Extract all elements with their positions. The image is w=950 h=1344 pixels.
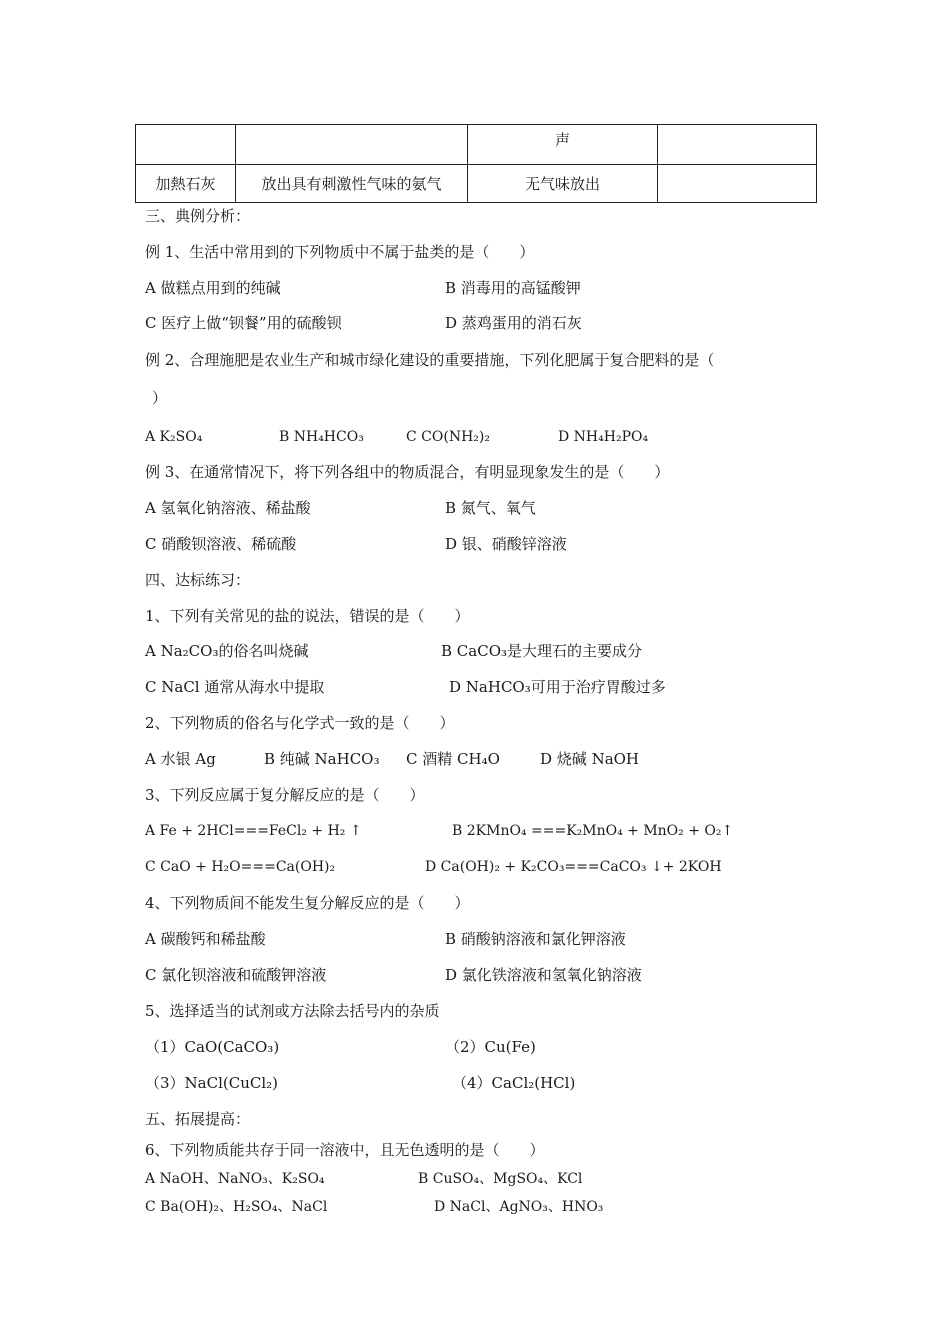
practice-4-question: 4、下列物质间不能发生复分解反应的是（ ）	[145, 894, 470, 912]
example-1-question: 例 1、生活中常用到的下列物质中不属于盐类的是（ ）	[145, 243, 535, 261]
table-cell	[136, 125, 236, 165]
example-1-option-c: C 医疗上做“钡餐”用的硫酸钡	[145, 314, 342, 332]
practice-6-question: 6、下列物质能共存于同一溶液中，且无色透明的是（ ）	[145, 1141, 545, 1159]
practice-3-option-d: D Ca(OH)₂ + K₂CO₃===CaCO₃ ↓+ 2KOH	[425, 859, 722, 875]
practice-3-option-b: B 2KMnO₄ ===K₂MnO₄ + MnO₂ + O₂↑	[452, 823, 734, 839]
practice-2-question: 2、下列物质的俗名与化学式一致的是（ ）	[145, 714, 455, 732]
table-cell	[658, 165, 817, 203]
example-2-question-end: ）	[152, 389, 168, 407]
table-cell: 加熱石灰	[136, 165, 236, 203]
example-2-option-c: C CO(NH₂)₂	[406, 429, 490, 445]
practice-1-option-a: A Na₂CO₃的俗名叫烧碱	[145, 642, 309, 660]
example-1-option-b: B 消毒用的高锰酸钾	[445, 279, 581, 297]
practice-4-option-c: C 氯化钡溶液和硫酸钾溶液	[145, 966, 327, 984]
example-3-option-c: C 硝酸钡溶液、稀硫酸	[145, 535, 297, 553]
section-heading-3: 三、典例分析：	[145, 207, 251, 225]
practice-1-option-c: C NaCl 通常从海水中提取	[145, 678, 325, 696]
practice-4-option-a: A 碳酸钙和稀盐酸	[145, 930, 266, 948]
example-1-option-a: A 做糕点用到的纯碱	[145, 279, 281, 297]
practice-3-option-a: A Fe + 2HCl===FeCl₂ + H₂ ↑	[145, 823, 362, 839]
practice-2-option-d: D 烧碱 NaOH	[540, 750, 640, 768]
practice-6-option-d: D NaCl、AgNO₃、HNO₃	[434, 1199, 604, 1215]
practice-6-option-c: C Ba(OH)₂、H₂SO₄、NaCl	[145, 1199, 328, 1215]
practice-5-question: 5、选择适当的试剂或方法除去括号内的杂质	[145, 1002, 440, 1020]
practice-1-question: 1、下列有关常见的盐的说法，错误的是（ ）	[145, 607, 470, 625]
example-1-option-d: D 蒸鸡蛋用的消石灰	[445, 314, 582, 332]
table-cell	[658, 125, 817, 165]
example-2-option-b: B NH₄HCO₃	[279, 429, 364, 445]
practice-4-option-d: D 氯化铁溶液和氢氧化钠溶液	[445, 966, 642, 984]
practice-2-option-a: A 水银 Ag	[145, 750, 216, 768]
practice-6-option-a: A NaOH、NaNO₃、K₂SO₄	[145, 1171, 325, 1187]
practice-5-item-2: （2）Cu(Fe)	[445, 1038, 536, 1056]
table-row	[136, 165, 817, 203]
practice-1-option-d: D NaHCO₃可用于治疗胃酸过多	[449, 678, 666, 696]
practice-5-item-4: （4）CaCl₂(HCl)	[452, 1074, 576, 1092]
section-heading-4: 四、达标练习：	[145, 571, 251, 589]
example-3-option-d: D 银、硝酸锌溶液	[445, 535, 567, 553]
table-cell: 声	[468, 125, 658, 165]
comparison-table	[135, 124, 817, 203]
section-heading-5: 五、拓展提高：	[145, 1110, 251, 1128]
table-row	[136, 125, 817, 165]
practice-5-item-3: （3）NaCl(CuCl₂)	[145, 1074, 279, 1092]
practice-3-question: 3、下列反应属于复分解反应的是（ ）	[145, 786, 425, 804]
practice-2-option-c: C 酒精 CH₄O	[406, 750, 500, 768]
table-cell: 放出具有刺激性气味的氨气	[236, 165, 468, 203]
example-3-question: 例 3、在通常情况下，将下列各组中的物质混合，有明显现象发生的是（ ）	[145, 463, 670, 481]
practice-3-option-c: C CaO + H₂O===Ca(OH)₂	[145, 859, 336, 875]
example-3-option-b: B 氮气、氧气	[445, 499, 536, 517]
practice-6-option-b: B CuSO₄、MgSO₄、KCl	[418, 1171, 583, 1187]
table-cell: 无气味放出	[468, 165, 658, 203]
practice-4-option-b: B 硝酸钠溶液和氯化钾溶液	[445, 930, 626, 948]
practice-5-item-1: （1）CaO(CaCO₃)	[145, 1038, 280, 1056]
example-3-option-a: A 氢氧化钠溶液、稀盐酸	[145, 499, 311, 517]
practice-2-option-b: B 纯碱 NaHCO₃	[264, 750, 380, 768]
example-2-option-a: A K₂SO₄	[145, 429, 203, 445]
example-2-option-d: D NH₄H₂PO₄	[558, 429, 649, 445]
example-2-question: 例 2、合理施肥是农业生产和城市绿化建设的重要措施，下列化肥属于复合肥料的是（	[145, 351, 715, 369]
table-cell	[236, 125, 468, 165]
practice-1-option-b: B CaCO₃是大理石的主要成分	[441, 642, 642, 660]
